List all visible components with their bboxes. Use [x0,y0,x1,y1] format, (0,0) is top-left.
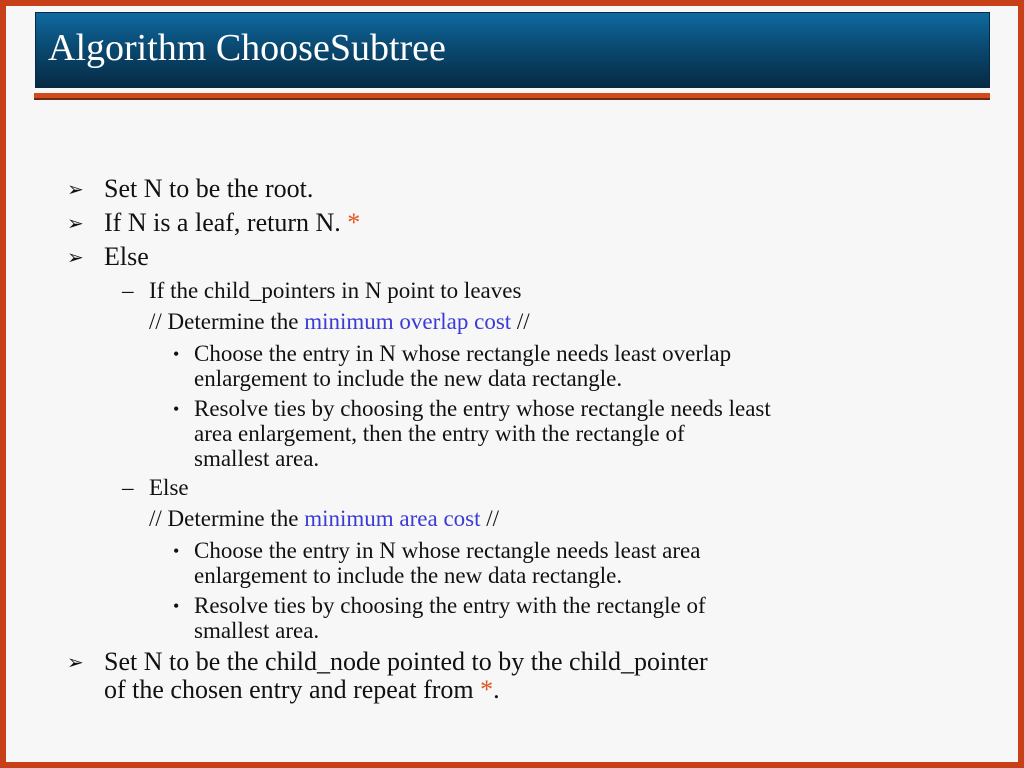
highlight-area-cost: minimum area cost [304,506,481,531]
bullet-set-child-cont [104,675,500,705]
dash-bullet-icon: – [122,278,134,303]
dot-bullet-icon: • [173,541,180,561]
sub-sub-bullet-line: Choose the entry in N whose rectangle needs least overlap [194,341,732,366]
bullet-if-leaf [104,208,360,238]
dot-bullet-icon: • [173,344,180,364]
arrowhead-bullet-icon: ➢ [67,650,84,674]
sub-sub-bullet-line: Resolve ties by choosing the entry whose rectangle needs least [194,396,771,421]
star-marker: * [347,208,361,237]
sub-sub-bullet-line: smallest area. [194,618,320,643]
repeat-text: of the chosen entry and repeat from [104,675,481,704]
period: . [493,675,500,704]
comment-overlap-cost [149,309,530,335]
arrowhead-bullet-icon: ➢ [67,245,84,269]
title-bar [35,12,990,88]
sub-sub-bullet-line: enlargement to include the new data rectangle. [194,366,623,391]
sub-bullet-else: Else [149,475,189,500]
comment-suffix: // [480,506,500,531]
star-marker: * [480,675,494,704]
sub-sub-bullet-line: Resolve ties by choosing the entry with the rectangle of [194,593,706,618]
comment-area-cost [149,506,499,532]
highlight-overlap-cost: minimum overlap cost [304,309,512,334]
sub-bullet-if-leaves: If the child_pointers in N point to leaves [149,278,522,303]
title-underline-dark [34,98,990,100]
bullet-else: Else [104,242,149,271]
slide-title: Algorithm ChooseSubtree [48,27,446,69]
bullet-set-child: Set N to be the child_node pointed to by the child_pointer [104,647,708,676]
sub-sub-bullet-line: Choose the entry in N whose rectangle needs least area [194,538,701,563]
comment-prefix: // Determine the [149,506,305,531]
sub-sub-bullet-line: enlargement to include the new data rectangle. [194,563,623,588]
sub-sub-bullet-line: area enlargement, then the entry with the rectangle of [194,421,685,446]
comment-suffix: // [511,309,530,334]
dot-bullet-icon: • [173,399,180,419]
sub-sub-bullet-line: smallest area. [194,446,320,471]
arrowhead-bullet-icon: ➢ [67,211,84,235]
dash-bullet-icon: – [122,475,134,500]
comment-prefix: // Determine the [149,309,305,334]
dot-bullet-icon: • [173,596,180,616]
arrowhead-bullet-icon: ➢ [67,177,84,201]
bullet-if-leaf-text: If N is a leaf, return N. [104,208,348,237]
slide [6,6,1018,762]
bullet-set-root: Set N to be the root. [104,174,314,203]
